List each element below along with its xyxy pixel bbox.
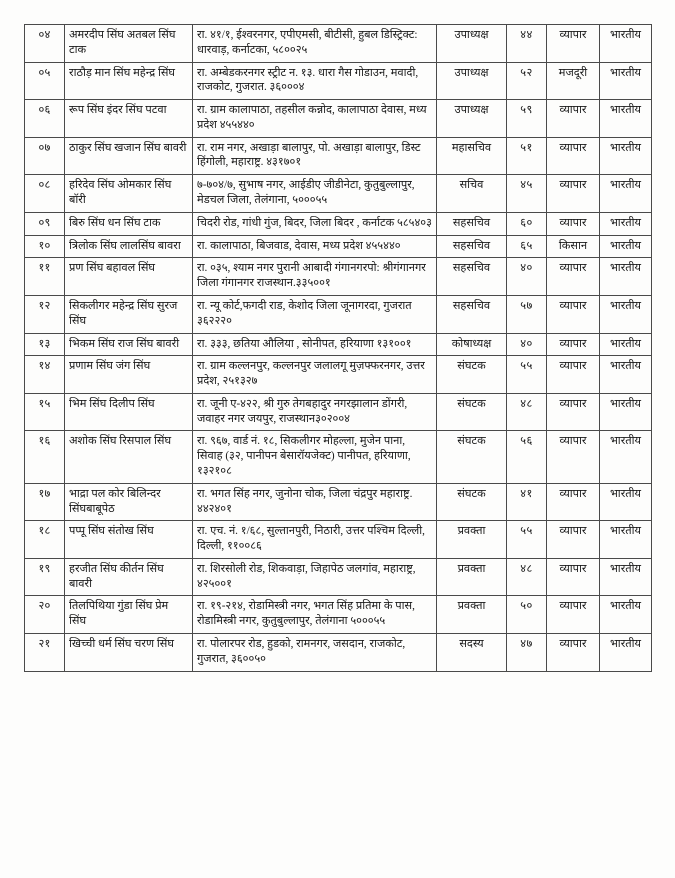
occupation-cell: व्यापार: [547, 258, 600, 296]
age-cell: ६५: [507, 235, 547, 258]
table-row: [25, 212, 652, 235]
nationality-cell: भारतीय: [600, 333, 652, 356]
address-cell: रा. जूनी ए-४२२, श्री गुरु तेगबहादुर नगरझालान डोंगरी, जवाहर नगर जयपुर, राजस्थान३०२००४: [193, 393, 437, 431]
serial-number-cell: १९: [25, 558, 65, 596]
occupation-cell: व्यापार: [547, 634, 600, 672]
occupation-cell: व्यापार: [547, 333, 600, 356]
table-row: [25, 235, 652, 258]
table-row: [25, 483, 652, 521]
address-cell: रा. ग्राम कल्लनपुर, कल्लनपुर जलालगू मुज़फ्फरनगर, उत्तर प्रदेश, २५१३२७: [193, 356, 437, 394]
occupation-cell: व्यापार: [547, 212, 600, 235]
nationality-cell: भारतीय: [600, 62, 652, 100]
serial-number-cell: १७: [25, 483, 65, 521]
address-cell: रा. एच. नं. १/६८, सुल्तानपुरी, निठारी, उत्तर पश्चिम दिल्ली, दिल्ली, ११००८६: [193, 521, 437, 559]
age-cell: ५१: [507, 137, 547, 175]
designation-cell: महासचिव: [437, 137, 507, 175]
designation-cell: संघटक: [437, 393, 507, 431]
address-cell: रा. ४१/१, ईश्वरनगर, एपीएमसी, बीटीसी, हुबल डिस्ट्रिक्ट: धारवाड़, कर्नाटका, ५८००२५: [193, 25, 437, 63]
nationality-cell: भारतीय: [600, 25, 652, 63]
age-cell: ४०: [507, 258, 547, 296]
nationality-cell: भारतीय: [600, 558, 652, 596]
age-cell: ५६: [507, 431, 547, 483]
occupation-cell: व्यापार: [547, 356, 600, 394]
member-name-cell: ठाकुर सिंघ खजान सिंघ बावरी: [65, 137, 193, 175]
address-cell: रा. शिरसोली रोड, शिकवाड़ा, जिहापेठ जलगांव, महाराष्ट्र, ४२५००१: [193, 558, 437, 596]
designation-cell: सचिव: [437, 175, 507, 213]
table-row: [25, 634, 652, 672]
occupation-cell: व्यापार: [547, 393, 600, 431]
member-name-cell: अमरदीप सिंघ अतबल सिंघ टाक: [65, 25, 193, 63]
occupation-cell: व्यापार: [547, 431, 600, 483]
occupation-cell: व्यापार: [547, 521, 600, 559]
age-cell: ४८: [507, 558, 547, 596]
serial-number-cell: १८: [25, 521, 65, 559]
serial-number-cell: ०५: [25, 62, 65, 100]
nationality-cell: भारतीय: [600, 258, 652, 296]
member-name-cell: हरिदेव सिंघ ओमकार सिंघ बॉरी: [65, 175, 193, 213]
age-cell: ५०: [507, 596, 547, 634]
member-name-cell: बिरु सिंघ धन सिंघ टाक: [65, 212, 193, 235]
age-cell: ५२: [507, 62, 547, 100]
age-cell: ५५: [507, 356, 547, 394]
member-name-cell: भाद्रा पल कोर बिलिन्दर सिंघबाबूपेठ: [65, 483, 193, 521]
designation-cell: कोषाध्यक्ष: [437, 333, 507, 356]
occupation-cell: मजदूरी: [547, 62, 600, 100]
serial-number-cell: ०४: [25, 25, 65, 63]
member-name-cell: अशोक सिंघ रिसपाल सिंघ: [65, 431, 193, 483]
designation-cell: संघटक: [437, 356, 507, 394]
designation-cell: संघटक: [437, 483, 507, 521]
occupation-cell: व्यापार: [547, 295, 600, 333]
serial-number-cell: ०६: [25, 100, 65, 138]
address-cell: रा. भगत सिंह नगर, जुनोना चोक, जिला चंद्रपुर महाराष्ट्र. ४४२४०१: [193, 483, 437, 521]
serial-number-cell: १५: [25, 393, 65, 431]
age-cell: ४५: [507, 175, 547, 213]
nationality-cell: भारतीय: [600, 521, 652, 559]
designation-cell: सदस्य: [437, 634, 507, 672]
table-row: [25, 175, 652, 213]
table-row: [25, 558, 652, 596]
occupation-cell: व्यापार: [547, 558, 600, 596]
nationality-cell: भारतीय: [600, 393, 652, 431]
table-row: [25, 62, 652, 100]
address-cell: रा. ३३३, छतिया औलिया , सोनीपत, हरियाणा १३१००१: [193, 333, 437, 356]
nationality-cell: भारतीय: [600, 235, 652, 258]
table-row: [25, 25, 652, 63]
designation-cell: उपाध्यक्ष: [437, 100, 507, 138]
occupation-cell: व्यापार: [547, 175, 600, 213]
age-cell: ४४: [507, 25, 547, 63]
member-name-cell: तिलपिथिया गुंडा सिंघ प्रेम सिंघ: [65, 596, 193, 634]
nationality-cell: भारतीय: [600, 431, 652, 483]
occupation-cell: व्यापार: [547, 137, 600, 175]
age-cell: ५५: [507, 521, 547, 559]
occupation-cell: व्यापार: [547, 100, 600, 138]
serial-number-cell: १४: [25, 356, 65, 394]
occupation-cell: व्यापार: [547, 483, 600, 521]
age-cell: ४१: [507, 483, 547, 521]
serial-number-cell: १०: [25, 235, 65, 258]
address-cell: चिदरी रोड, गांधी गुंज, बिदर, जिला बिदर , कर्नाटक ५८५४०३: [193, 212, 437, 235]
nationality-cell: भारतीय: [600, 483, 652, 521]
member-name-cell: त्रिलोक सिंघ लालसिंघ बावरा: [65, 235, 193, 258]
address-cell: रा. कालापाठा, बिजवाड, देवास, मध्य प्रदेश ४५५४४०: [193, 235, 437, 258]
nationality-cell: भारतीय: [600, 356, 652, 394]
nationality-cell: भारतीय: [600, 596, 652, 634]
address-cell: रा. न्यू कोर्ट,फगदी राड, केशोद जिला जूनागरदा, गुजरात ३६२२२०: [193, 295, 437, 333]
age-cell: ४७: [507, 634, 547, 672]
designation-cell: उपाध्यक्ष: [437, 25, 507, 63]
serial-number-cell: २१: [25, 634, 65, 672]
member-name-cell: भिकम सिंघ राज सिंघ बावरी: [65, 333, 193, 356]
designation-cell: प्रवक्ता: [437, 558, 507, 596]
nationality-cell: भारतीय: [600, 634, 652, 672]
member-records-table: [24, 24, 652, 672]
designation-cell: सहसचिव: [437, 295, 507, 333]
table-row: [25, 333, 652, 356]
occupation-cell: व्यापार: [547, 596, 600, 634]
occupation-cell: किसान: [547, 235, 600, 258]
designation-cell: प्रवक्ता: [437, 596, 507, 634]
address-cell: रा. १९-२१४, रोडामिस्त्री नगर, भगत सिंह प्रतिमा के पास, रोडामिस्त्री नगर, कुतुबुल्लापुर, तेलंगाना ५०००५५: [193, 596, 437, 634]
designation-cell: सहसचिव: [437, 235, 507, 258]
age-cell: ४८: [507, 393, 547, 431]
member-name-cell: पप्पू सिंघ संतोख सिंघ: [65, 521, 193, 559]
age-cell: ६०: [507, 212, 547, 235]
age-cell: ४०: [507, 333, 547, 356]
table-row: [25, 596, 652, 634]
nationality-cell: भारतीय: [600, 137, 652, 175]
member-name-cell: हरजीत सिंघ कीर्तन सिंघ बावरी: [65, 558, 193, 596]
serial-number-cell: २०: [25, 596, 65, 634]
member-name-cell: सिकलीगर महेन्द्र सिंघ सुरज सिंघ: [65, 295, 193, 333]
table-row: [25, 356, 652, 394]
occupation-cell: व्यापार: [547, 25, 600, 63]
serial-number-cell: १२: [25, 295, 65, 333]
table-row: [25, 100, 652, 138]
designation-cell: सहसचिव: [437, 258, 507, 296]
address-cell: रा. ९६७, वार्ड नं. १८, सिकलीगर मोहल्ला, मुजेन पाना, सिवाह (३२, पानीपन बेसारॉयजेक्ट) पानीपत, हरियाणा, १३२१०८: [193, 431, 437, 483]
address-cell: रा. ०३५, श्याम नगर पुरानी आबादी गंगानगरपो: श्रीगंगानगर जिला गंगानगर राजस्थान.३३५००१: [193, 258, 437, 296]
serial-number-cell: ०७: [25, 137, 65, 175]
member-name-cell: प्रण सिंघ बहावल सिंघ: [65, 258, 193, 296]
nationality-cell: भारतीय: [600, 175, 652, 213]
serial-number-cell: ०८: [25, 175, 65, 213]
nationality-cell: भारतीय: [600, 295, 652, 333]
serial-number-cell: ११: [25, 258, 65, 296]
serial-number-cell: ०९: [25, 212, 65, 235]
table-row: [25, 137, 652, 175]
member-name-cell: राठौड़ मान सिंघ महेन्द्र सिंघ: [65, 62, 193, 100]
member-name-cell: प्रणाम सिंघ जंग सिंघ: [65, 356, 193, 394]
designation-cell: उपाध्यक्ष: [437, 62, 507, 100]
table-body: [25, 25, 652, 672]
address-cell: रा. ग्राम कालापाठा, तहसील कन्नोद, कालापाठा देवास, मध्य प्रदेश ४५५४४०: [193, 100, 437, 138]
nationality-cell: भारतीय: [600, 100, 652, 138]
table-row: [25, 431, 652, 483]
table-row: [25, 295, 652, 333]
member-name-cell: रूप सिंघ इंदर सिंघ पटवा: [65, 100, 193, 138]
address-cell: रा. पोलारपर रोड, हुडको, रामनगर, जसदान, राजकोट, गुजरात, ३६००५०: [193, 634, 437, 672]
table-row: [25, 393, 652, 431]
address-cell: ७-७०४/७, सुभाष नगर, आईडीए जीडीनेटा, कुतुबुल्लापुर, मेडचल जिला, तेलंगाना, ५०००५५: [193, 175, 437, 213]
designation-cell: संघटक: [437, 431, 507, 483]
age-cell: ५९: [507, 100, 547, 138]
serial-number-cell: १६: [25, 431, 65, 483]
nationality-cell: भारतीय: [600, 212, 652, 235]
designation-cell: सहसचिव: [437, 212, 507, 235]
table-row: [25, 258, 652, 296]
table-row: [25, 521, 652, 559]
address-cell: रा. राम नगर, अखाड़ा बालापुर, पो. अखाड़ा बालापुर, डिस्ट हिंगोली, महाराष्ट्र. ४३१७०१: [193, 137, 437, 175]
designation-cell: प्रवक्ता: [437, 521, 507, 559]
serial-number-cell: १३: [25, 333, 65, 356]
age-cell: ५७: [507, 295, 547, 333]
address-cell: रा. अम्बेडकरनगर स्ट्रीट न. १३. धारा गैस गोडाउन, मवादी, राजकोट, गुजरात. ३६०००४: [193, 62, 437, 100]
member-name-cell: खिच्ची धर्म सिंघ चरण सिंघ: [65, 634, 193, 672]
member-name-cell: भिम सिंघ दिलीप सिंघ: [65, 393, 193, 431]
